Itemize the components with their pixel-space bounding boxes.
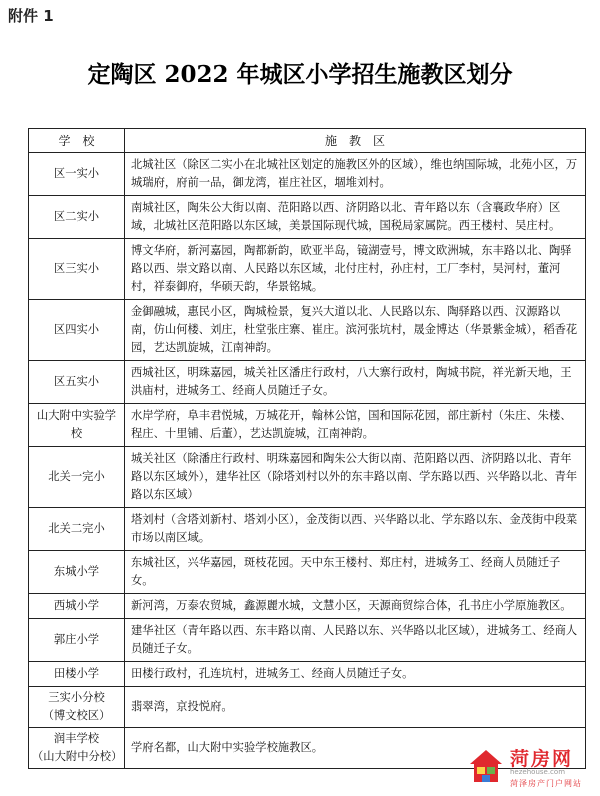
watermark-brand: 菏房网 xyxy=(510,748,574,770)
district-area-cell: 博文华府，新河嘉园，陶都新韵，欧亚半岛，镜湖壹号，博文欧洲城，东丰路以北、陶驿路以西、崇文路以南、人民路以东区域，北付庄村，孙庄村，工厂李村，吴河村，董河村，祥泰御府，华硕天韵，华景铭城。 xyxy=(125,239,586,300)
table-row xyxy=(29,196,586,239)
school-name-cell: 东城小学 xyxy=(29,551,125,594)
column-header-school: 学 校 xyxy=(29,129,125,153)
school-name-cell: 北关二完小 xyxy=(29,508,125,551)
school-name-cell: 三实小分校 （博文校区） xyxy=(29,687,125,728)
school-name-cell: 西城小学 xyxy=(29,594,125,619)
page-title: 定陶区 2022 年城区小学招生施教区划分 xyxy=(87,61,513,88)
table-row xyxy=(29,300,586,361)
watermark-tagline: 菏泽房产门户网站 xyxy=(510,779,582,788)
district-area-cell: 翡翠湾，京投悦府。 xyxy=(125,687,586,728)
school-name-cell: 区一实小 xyxy=(29,153,125,196)
district-area-cell: 城关社区（除潘庄行政村、明珠嘉园和陶朱公大街以南、范阳路以西、济阴路以北、青年路以东区域外），建华社区（除塔刘村以外的东丰路以南、学东路以西、兴华路以北、青年路以东区域） xyxy=(125,447,586,508)
school-name-cell: 区三实小 xyxy=(29,239,125,300)
school-name-cell: 区四实小 xyxy=(29,300,125,361)
district-area-cell: 学府名都，山大附中实验学校施教区。 xyxy=(125,728,586,769)
table-row xyxy=(29,153,586,196)
district-area-cell: 新河湾，万泰农贸城，鑫源麗水城，文慧小区，天源商贸综合体，孔书庄小学原施教区。 xyxy=(125,594,586,619)
column-header-area: 施 教 区 xyxy=(125,129,586,153)
table-row xyxy=(29,662,586,687)
table-row xyxy=(29,361,586,404)
district-area-cell: 水岸学府，阜丰君悦城，万城花开，翰林公馆，国和国际花园，部庄新村（朱庄、朱楼、程庄、十里铺、后董），艺达凯旋城，江南神韵。 xyxy=(125,404,586,447)
district-area-cell: 西城社区，明珠嘉园，城关社区潘庄行政村，八大寨行政村，陶城书院，祥光新天地，王洪庙村，进城务工、经商人员随迁子女。 xyxy=(125,361,586,404)
school-name-cell: 北关一完小 xyxy=(29,447,125,508)
attachment-label: 附件 1 xyxy=(8,7,54,25)
district-area-cell: 塔刘村（含塔刘新村、塔刘小区），金茂街以西、兴华路以北、学东路以东、金茂街中段菜市场以南区域。 xyxy=(125,508,586,551)
table-row xyxy=(29,508,586,551)
school-name-cell: 区五实小 xyxy=(29,361,125,404)
house-logo-icon xyxy=(468,748,504,784)
table-row xyxy=(29,687,586,728)
watermark-url: hezehouse.com xyxy=(510,768,566,776)
table-body xyxy=(29,153,586,769)
school-district-table xyxy=(28,128,586,769)
school-name-cell: 田楼小学 xyxy=(29,662,125,687)
table-row xyxy=(29,619,586,662)
table-header-row xyxy=(29,129,586,153)
table-row xyxy=(29,594,586,619)
district-area-cell: 田楼行政村，孔连坑村，进城务工、经商人员随迁子女。 xyxy=(125,662,586,687)
school-name-cell: 郭庄小学 xyxy=(29,619,125,662)
school-name-cell: 区二实小 xyxy=(29,196,125,239)
site-watermark xyxy=(466,740,596,794)
district-area-cell: 建华社区（青年路以西、东丰路以南、人民路以东、兴华路以北区域），进城务工、经商人员随迁子女。 xyxy=(125,619,586,662)
district-area-cell: 南城社区，陶朱公大街以南、范阳路以西、济阴路以北、青年路以东（含襄政华府）区域，北城社区范阳路以东区域，美景国际现代城，国税局家属院。西王楼村、吴庄村。 xyxy=(125,196,586,239)
school-name-cell: 润丰学校 （山大附中分校） xyxy=(29,728,125,769)
district-area-cell: 金御融城，惠民小区，陶城检景，复兴大道以北、人民路以东、陶驿路以西、汉源路以南，仿山何楼、刘庄，杜堂张庄寨、崔庄。滨河张坑村，晟金博达（华景紫金城），稻香花园，艺达凯旋城，江南神韵。 xyxy=(125,300,586,361)
school-name-cell: 山大附中实验学校 xyxy=(29,404,125,447)
table-row xyxy=(29,447,586,508)
table-row xyxy=(29,404,586,447)
table-row xyxy=(29,239,586,300)
district-area-cell: 东城社区，兴华嘉园，斑枝花园。天中东王楼村、郑庄村，进城务工、经商人员随迁子女。 xyxy=(125,551,586,594)
district-area-cell: 北城社区（除区二实小在北城社区划定的施教区外的区域），维也纳国际城，北苑小区，万城瑞府，府前一品，御龙湾，崔庄社区，堌堆刘村。 xyxy=(125,153,586,196)
table-row xyxy=(29,551,586,594)
